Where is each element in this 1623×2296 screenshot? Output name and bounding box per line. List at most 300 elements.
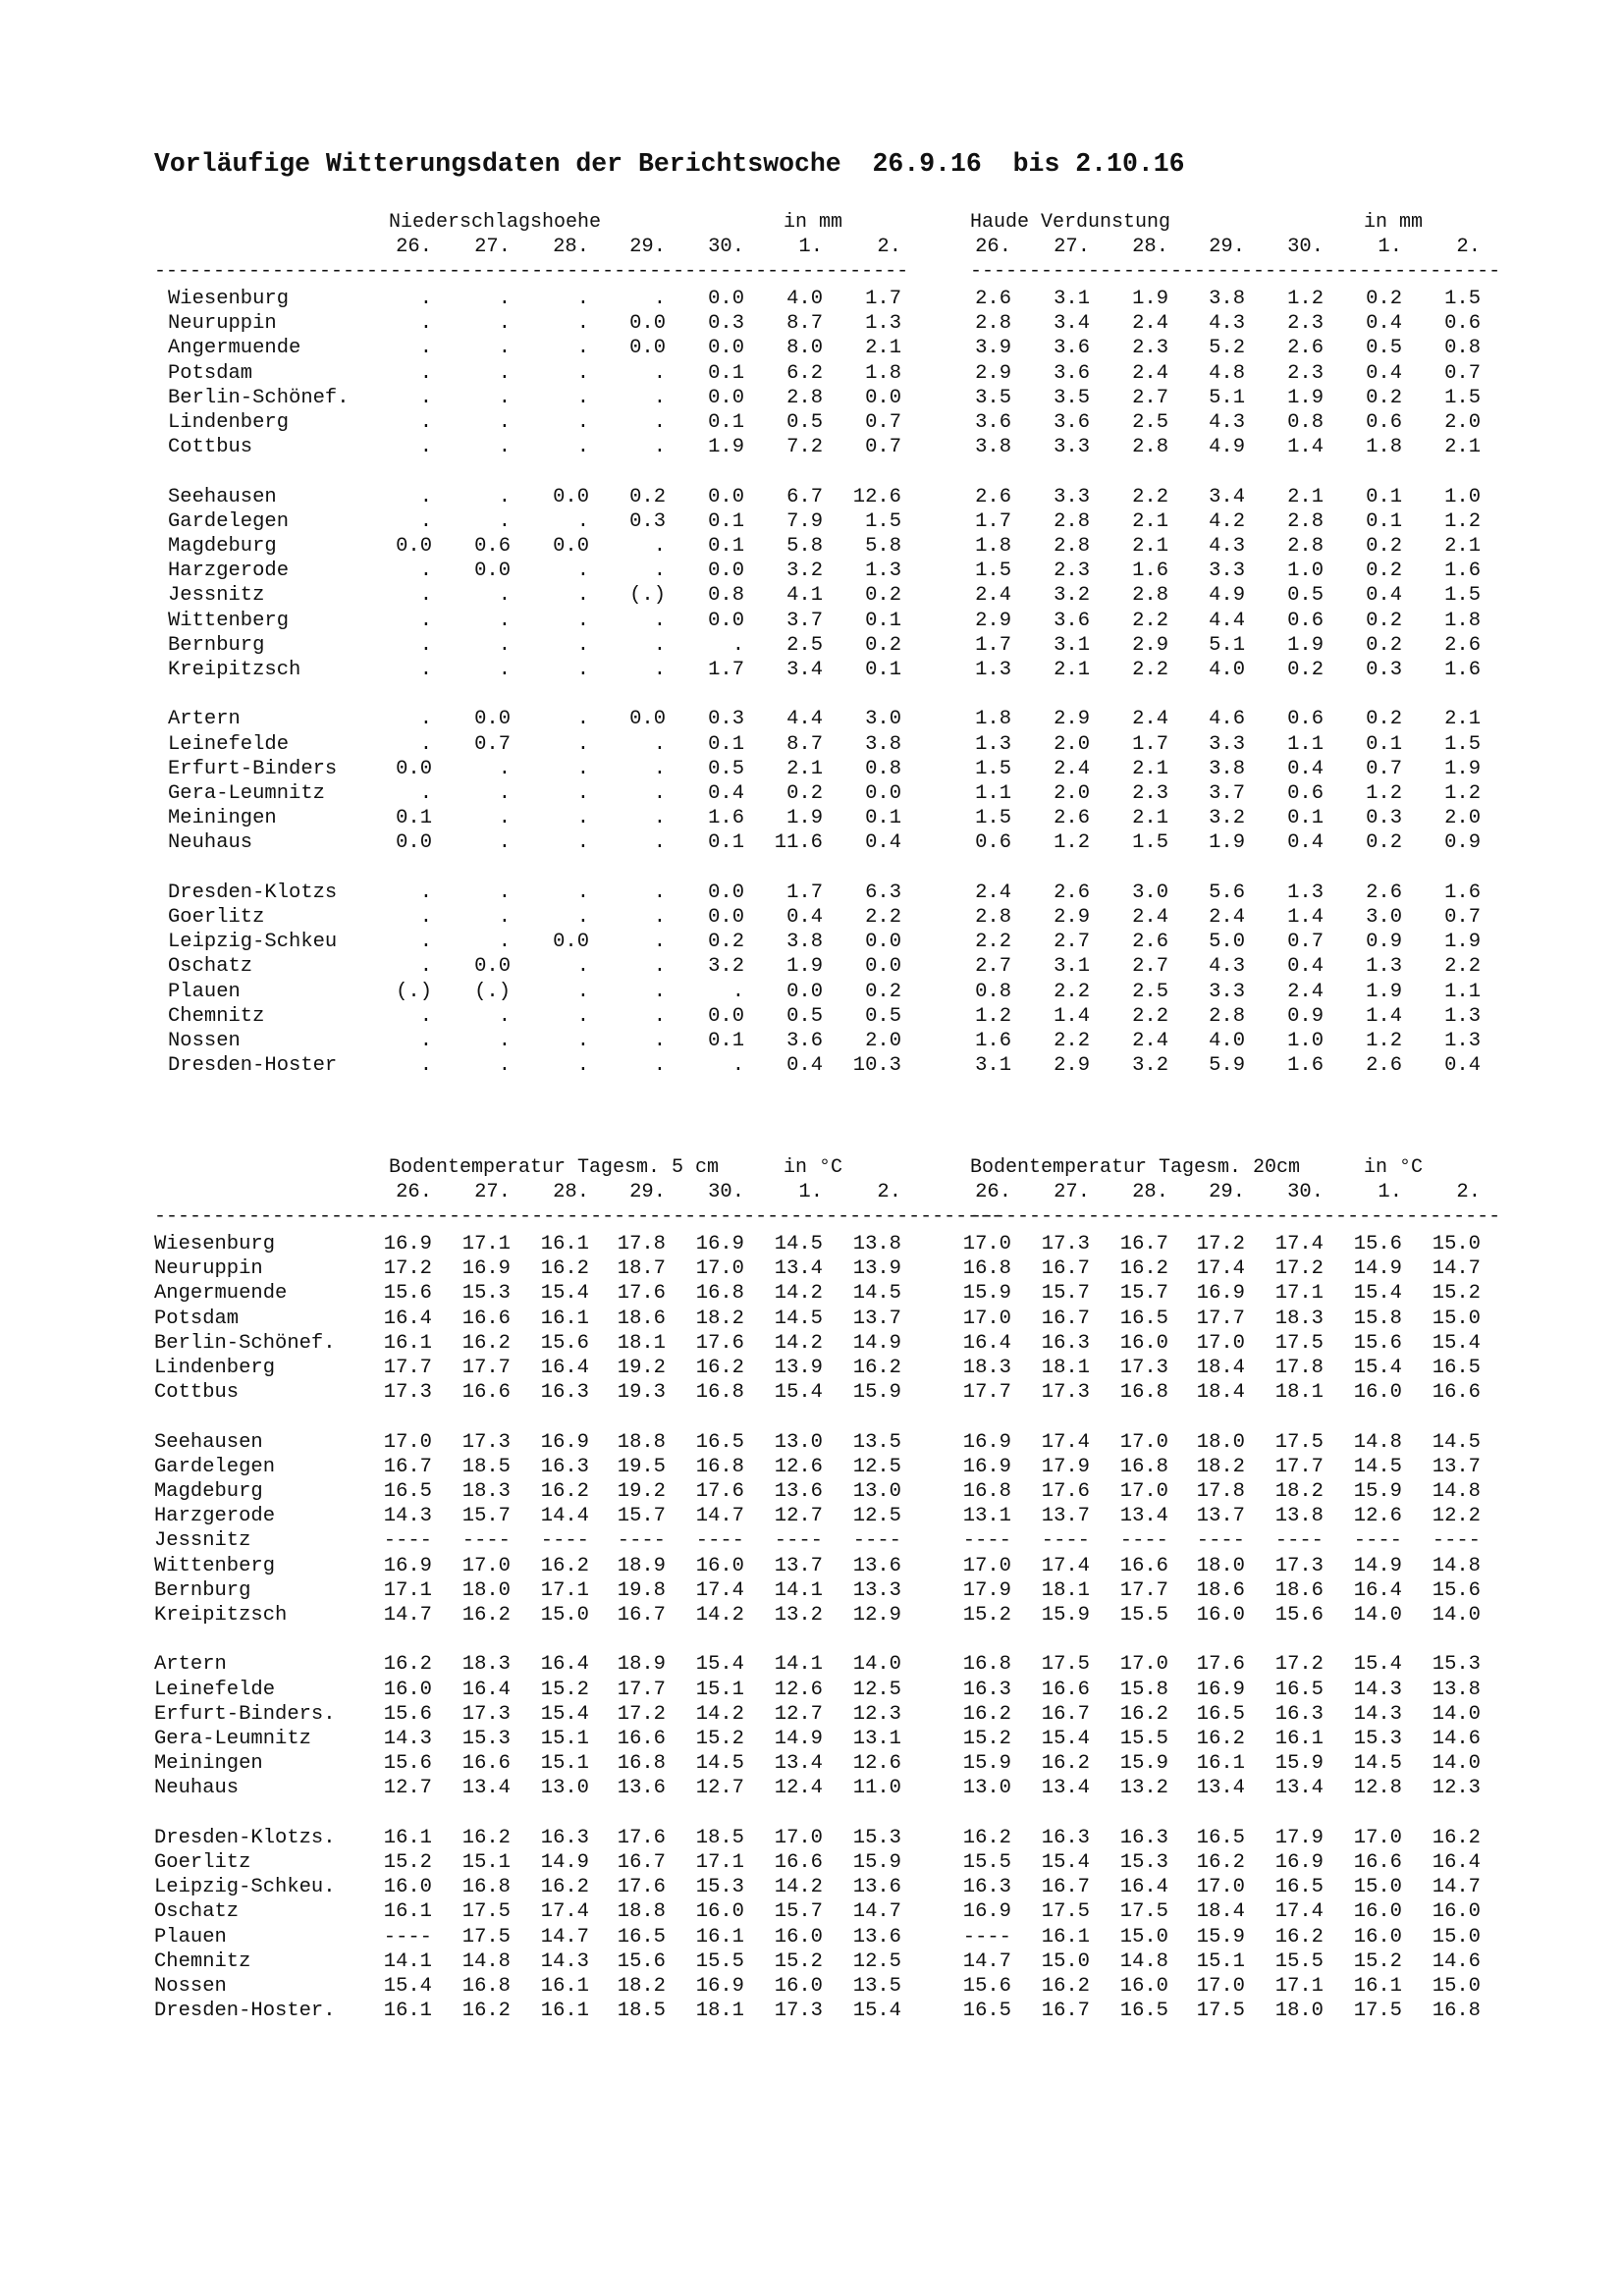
value-cell: 17.0: [461, 1554, 511, 1577]
value-cell: 0.5: [865, 1004, 901, 1028]
value-cell: .: [498, 609, 511, 632]
value-cell: .: [653, 931, 666, 954]
value-cell: 0.1: [708, 831, 744, 855]
value-cell: 5.6: [1209, 881, 1245, 904]
value-cell: 10.3: [852, 1054, 901, 1078]
value-cell: 14.8: [1432, 1480, 1481, 1503]
value-cell: .: [419, 288, 432, 310]
value-cell: 0.1: [1366, 732, 1402, 756]
value-cell: 2.9: [1054, 1054, 1090, 1078]
value-cell: 15.4: [1353, 1357, 1402, 1379]
value-cell: 16.4: [383, 1307, 432, 1330]
value-cell: 18.8: [617, 1900, 666, 1924]
value-cell: ----: [617, 1529, 666, 1553]
value-cell: 3.6: [1054, 609, 1090, 632]
value-cell: 18.0: [1274, 2000, 1324, 2023]
value-cell: 18.3: [1274, 1307, 1324, 1330]
value-cell: 0.0: [708, 1004, 744, 1028]
value-cell: .: [498, 906, 511, 929]
station-name: Dresden-Klotzs: [168, 881, 338, 904]
value-cell: ----: [852, 1529, 901, 1553]
station-name: Artern: [154, 1653, 227, 1677]
value-cell: 14.7: [383, 1604, 432, 1627]
station-name: Dresden-Hoster: [168, 1054, 338, 1078]
value-cell: 0.2: [1366, 386, 1402, 409]
value-cell: 1.2: [1366, 782, 1402, 805]
value-cell: 1.3: [1444, 1004, 1481, 1028]
value-cell: 5.9: [1209, 1054, 1245, 1078]
left-table-title: Niederschlagshoehe: [389, 211, 602, 234]
value-cell: 0.3: [1366, 807, 1402, 830]
value-cell: 11.6: [774, 831, 823, 855]
station-name: Erfurt-Binders.: [154, 1702, 336, 1726]
value-cell: 16.1: [383, 1331, 432, 1355]
value-cell: 16.1: [383, 1826, 432, 1849]
value-cell: 15.3: [461, 1728, 511, 1750]
value-cell: 1.3: [1287, 881, 1324, 904]
value-cell: 19.3: [617, 1381, 666, 1405]
value-cell: 0.5: [1287, 584, 1324, 608]
value-cell: 3.8: [975, 436, 1011, 459]
value-cell: 1.0: [1287, 1030, 1324, 1052]
value-cell: 0.1: [865, 659, 901, 681]
value-cell: 1.5: [1132, 831, 1168, 855]
value-cell: 16.3: [540, 1381, 589, 1405]
value-cell: .: [498, 782, 511, 805]
value-cell: 1.4: [1287, 436, 1324, 459]
value-cell: 1.9: [1366, 980, 1402, 1003]
value-cell: 16.6: [1041, 1678, 1090, 1701]
value-cell: ----: [695, 1529, 744, 1553]
value-cell: 0.6: [1366, 411, 1402, 434]
value-cell: 0.0: [553, 535, 589, 558]
value-cell: .: [419, 732, 432, 756]
value-cell: 16.5: [1432, 1357, 1481, 1379]
value-cell: 14.6: [1432, 1949, 1481, 1973]
value-cell: .: [576, 1030, 589, 1052]
value-cell: 16.5: [962, 2000, 1011, 2023]
value-cell: 0.0: [629, 337, 666, 360]
value-cell: 2.6: [1132, 931, 1168, 954]
value-cell: 16.8: [695, 1381, 744, 1405]
value-cell: 16.2: [540, 1257, 589, 1281]
value-cell: 16.1: [1353, 1975, 1402, 1998]
table-row: [0, 1259, 1623, 1284]
value-cell: 16.1: [1041, 1925, 1090, 1949]
value-cell: 0.7: [1287, 931, 1324, 954]
station-name: Kreipitzsch: [154, 1604, 288, 1627]
value-cell: 15.1: [1196, 1949, 1245, 1973]
value-cell: 0.9: [1366, 931, 1402, 954]
value-cell: .: [419, 312, 432, 336]
day-header: 28.: [553, 236, 589, 258]
value-cell: 14.8: [1119, 1949, 1168, 1973]
value-cell: 3.8: [1209, 757, 1245, 780]
day-header: 1.: [798, 236, 823, 258]
value-cell: 15.9: [1119, 1752, 1168, 1776]
value-cell: 2.1: [865, 337, 901, 360]
value-cell: 14.8: [1432, 1554, 1481, 1577]
table-row: [0, 732, 1623, 760]
value-cell: 2.9: [1054, 708, 1090, 731]
station-name: Gera-Leumnitz: [154, 1728, 311, 1750]
value-cell: 1.1: [1444, 980, 1481, 1003]
value-cell: 16.7: [1041, 1702, 1090, 1726]
value-cell: 4.3: [1209, 955, 1245, 979]
value-cell: .: [498, 288, 511, 310]
value-cell: 2.6: [1054, 881, 1090, 904]
value-cell: 0.2: [865, 633, 901, 657]
value-cell: 1.0: [1444, 485, 1481, 508]
value-cell: 0.4: [1444, 1054, 1481, 1078]
value-cell: 17.2: [1274, 1653, 1324, 1677]
value-cell: 13.4: [1274, 1777, 1324, 1800]
station-name: Oschatz: [168, 955, 253, 979]
value-cell: 14.5: [774, 1307, 823, 1330]
value-cell: 13.8: [1432, 1678, 1481, 1701]
day-header: 29.: [629, 1181, 666, 1203]
value-cell: 3.4: [786, 659, 823, 681]
value-cell: ----: [1119, 1529, 1168, 1553]
value-cell: .: [653, 288, 666, 310]
value-cell: 1.7: [708, 659, 744, 681]
value-cell: 0.1: [708, 361, 744, 385]
value-cell: 14.7: [695, 1505, 744, 1528]
value-cell: 19.2: [617, 1480, 666, 1503]
value-cell: 12.6: [774, 1678, 823, 1701]
value-cell: .: [576, 831, 589, 855]
value-cell: 15.4: [695, 1653, 744, 1677]
value-cell: 18.1: [1041, 1578, 1090, 1602]
station-name: Neuruppin: [154, 1257, 263, 1281]
day-header: 30.: [1287, 1181, 1324, 1203]
value-cell: 0.4: [1366, 584, 1402, 608]
value-cell: 16.3: [962, 1876, 1011, 1899]
value-cell: 0.4: [865, 831, 901, 855]
table-row: [0, 1779, 1623, 1803]
value-cell: 0.4: [1287, 955, 1324, 979]
value-cell: 16.2: [461, 2000, 511, 2023]
value-cell: 4.9: [1209, 584, 1245, 608]
value-cell: 16.5: [1196, 1702, 1245, 1726]
day-header: 29.: [1209, 236, 1245, 258]
value-cell: 4.8: [1209, 361, 1245, 385]
value-cell: 15.5: [695, 1949, 744, 1973]
value-cell: 16.7: [1041, 1876, 1090, 1899]
value-cell: 2.8: [975, 312, 1011, 336]
value-cell: .: [419, 386, 432, 409]
value-cell: 12.5: [852, 1505, 901, 1528]
value-cell: 3.6: [1054, 411, 1090, 434]
value-cell: 13.7: [1041, 1505, 1090, 1528]
value-cell: .: [419, 584, 432, 608]
value-cell: 15.9: [1274, 1752, 1324, 1776]
value-cell: 16.3: [540, 1826, 589, 1849]
value-cell: 16.7: [617, 1851, 666, 1874]
value-cell: 0.5: [708, 757, 744, 780]
value-cell: 16.9: [461, 1257, 511, 1281]
value-cell: 1.9: [1444, 931, 1481, 954]
value-cell: 17.8: [1274, 1357, 1324, 1379]
value-cell: 0.0: [396, 535, 432, 558]
value-cell: 15.4: [540, 1282, 589, 1306]
value-cell: 0.0: [629, 708, 666, 731]
value-cell: 2.0: [1444, 411, 1481, 434]
value-cell: 16.4: [461, 1678, 511, 1701]
value-cell: 0.6: [1287, 708, 1324, 731]
value-cell: 18.6: [617, 1307, 666, 1330]
value-cell: 17.5: [461, 1900, 511, 1924]
value-cell: 13.1: [962, 1505, 1011, 1528]
value-cell: 0.0: [629, 312, 666, 336]
value-cell: 2.2: [1132, 609, 1168, 632]
value-cell: 18.3: [962, 1357, 1011, 1379]
value-cell: 0.2: [1366, 535, 1402, 558]
value-cell: ----: [383, 1925, 432, 1949]
value-cell: .: [498, 436, 511, 459]
value-cell: 12.2: [1432, 1505, 1481, 1528]
value-cell: 2.4: [1132, 361, 1168, 385]
station-name: Kreipitzsch: [168, 659, 301, 681]
value-cell: 0.4: [708, 782, 744, 805]
value-cell: 15.6: [383, 1282, 432, 1306]
value-cell: .: [576, 609, 589, 632]
value-cell: .: [419, 337, 432, 360]
value-cell: 14.9: [1353, 1257, 1402, 1281]
value-cell: 16.9: [695, 1233, 744, 1255]
table-row: [0, 1032, 1623, 1056]
value-cell: 14.7: [1432, 1257, 1481, 1281]
value-cell: .: [419, 659, 432, 681]
value-cell: 7.2: [786, 436, 823, 459]
value-cell: ----: [1041, 1529, 1090, 1553]
value-cell: 18.5: [695, 1826, 744, 1849]
value-cell: 1.3: [865, 560, 901, 583]
value-cell: 13.2: [774, 1604, 823, 1627]
value-cell: 18.0: [1196, 1430, 1245, 1454]
value-cell: 3.2: [786, 560, 823, 583]
value-cell: 16.2: [1196, 1851, 1245, 1874]
value-cell: 14.2: [774, 1282, 823, 1306]
value-cell: 2.6: [975, 288, 1011, 310]
value-cell: 16.1: [540, 1307, 589, 1330]
value-cell: 15.9: [852, 1381, 901, 1405]
value-cell: 16.2: [383, 1653, 432, 1677]
day-header: 1.: [798, 1181, 823, 1203]
station-name: Berlin-Schönef.: [168, 386, 350, 409]
value-cell: 16.3: [1274, 1702, 1324, 1726]
value-cell: 15.4: [774, 1381, 823, 1405]
value-cell: 2.4: [1054, 757, 1090, 780]
value-cell: 1.6: [1444, 659, 1481, 681]
value-cell: 0.0: [708, 386, 744, 409]
value-cell: 16.2: [695, 1357, 744, 1379]
value-cell: 14.3: [1353, 1678, 1402, 1701]
value-cell: 0.0: [708, 609, 744, 632]
station-name: Jessnitz: [168, 584, 265, 608]
value-cell: .: [498, 931, 511, 954]
value-cell: 2.0: [1054, 782, 1090, 805]
value-cell: 15.6: [1432, 1578, 1481, 1602]
value-cell: 1.3: [1444, 1030, 1481, 1052]
value-cell: 12.6: [852, 485, 901, 508]
table-row: [0, 1678, 1623, 1705]
value-cell: 17.8: [1196, 1480, 1245, 1503]
value-cell: 13.4: [774, 1257, 823, 1281]
value-cell: 17.0: [962, 1307, 1011, 1330]
value-cell: .: [498, 584, 511, 608]
value-cell: 16.1: [540, 1975, 589, 1998]
value-cell: 13.4: [774, 1752, 823, 1776]
value-cell: 15.8: [1353, 1307, 1402, 1330]
value-cell: 16.9: [962, 1900, 1011, 1924]
table-row: [0, 980, 1623, 1007]
value-cell: 0.3: [708, 312, 744, 336]
value-cell: 18.0: [461, 1578, 511, 1602]
value-cell: 16.5: [1196, 1826, 1245, 1849]
value-cell: 3.7: [1209, 782, 1245, 805]
station-name: Bernburg: [168, 633, 265, 657]
value-cell: 1.2: [1366, 1030, 1402, 1052]
value-cell: .: [576, 955, 589, 979]
value-cell: 2.8: [1054, 509, 1090, 533]
value-cell: .: [576, 906, 589, 929]
value-cell: 15.1: [461, 1851, 511, 1874]
value-cell: 0.5: [1366, 337, 1402, 360]
value-cell: .: [576, 509, 589, 533]
value-cell: 11.0: [852, 1777, 901, 1800]
table-row: [0, 710, 1623, 734]
table-row: [0, 1554, 1623, 1581]
value-cell: .: [576, 411, 589, 434]
value-cell: 16.0: [1353, 1900, 1402, 1924]
value-cell: 0.3: [708, 708, 744, 731]
station-name: Leipzig-Schkeu: [168, 931, 338, 954]
table-row: [0, 1482, 1623, 1507]
station-name: Oschatz: [154, 1900, 240, 1924]
value-cell: 16.5: [1119, 2000, 1168, 2023]
table-row: [0, 1531, 1623, 1556]
value-cell: 18.2: [617, 1975, 666, 1998]
value-cell: 2.7: [1054, 931, 1090, 954]
table-row: [0, 957, 1623, 982]
value-cell: 0.2: [1366, 633, 1402, 657]
value-cell: (.): [396, 980, 432, 1003]
value-cell: 0.0: [865, 386, 901, 409]
value-cell: 16.2: [461, 1826, 511, 1849]
value-cell: 18.1: [1041, 1357, 1090, 1379]
value-cell: 5.8: [865, 535, 901, 558]
value-cell: 0.6: [975, 831, 1011, 855]
value-cell: 18.3: [461, 1480, 511, 1503]
value-cell: 2.7: [975, 955, 1011, 979]
value-cell: 16.2: [540, 1876, 589, 1899]
value-cell: ----: [461, 1529, 511, 1553]
value-cell: 1.9: [1287, 386, 1324, 409]
value-cell: 0.7: [1444, 361, 1481, 385]
value-cell: 16.9: [383, 1233, 432, 1255]
value-cell: 0.2: [786, 782, 823, 805]
value-cell: 2.1: [1444, 708, 1481, 731]
value-cell: 5.8: [786, 535, 823, 558]
value-cell: 16.2: [540, 1554, 589, 1577]
value-cell: 16.2: [962, 1826, 1011, 1849]
value-cell: 0.1: [1366, 485, 1402, 508]
value-cell: .: [419, 609, 432, 632]
value-cell: 0.4: [1287, 831, 1324, 855]
value-cell: 15.6: [1353, 1331, 1402, 1355]
value-cell: 16.2: [461, 1604, 511, 1627]
value-cell: 16.2: [1041, 1975, 1090, 1998]
value-cell: 17.4: [1274, 1233, 1324, 1255]
value-cell: 16.2: [1196, 1728, 1245, 1750]
table-row: [0, 883, 1623, 908]
value-cell: 3.3: [1054, 485, 1090, 508]
value-cell: 16.4: [962, 1331, 1011, 1355]
value-cell: 16.0: [1119, 1975, 1168, 1998]
value-cell: 0.2: [1366, 831, 1402, 855]
value-cell: 15.7: [1041, 1282, 1090, 1306]
value-cell: 17.5: [1353, 2000, 1402, 2023]
table-row: [0, 833, 1623, 858]
value-cell: 16.6: [461, 1381, 511, 1405]
value-cell: ----: [540, 1529, 589, 1553]
value-cell: 13.5: [852, 1975, 901, 1998]
day-header: 27.: [474, 236, 511, 258]
value-cell: 4.0: [1209, 1030, 1245, 1052]
value-cell: 17.2: [383, 1257, 432, 1281]
value-cell: 16.6: [1353, 1851, 1402, 1874]
value-cell: 7.9: [786, 509, 823, 533]
value-cell: 17.7: [1119, 1578, 1168, 1602]
station-name: Plauen: [154, 1925, 227, 1949]
value-cell: 15.2: [774, 1949, 823, 1973]
value-cell: .: [498, 509, 511, 533]
value-cell: 17.5: [1274, 1430, 1324, 1454]
value-cell: 16.7: [1041, 2000, 1090, 2023]
value-cell: 3.0: [865, 708, 901, 731]
value-cell: .: [498, 831, 511, 855]
value-cell: 2.0: [865, 1030, 901, 1052]
value-cell: 17.7: [461, 1357, 511, 1379]
value-cell: 15.4: [540, 1702, 589, 1726]
station-name: Magdeburg: [168, 535, 277, 558]
value-cell: 15.0: [1432, 1925, 1481, 1949]
value-cell: 3.0: [1366, 906, 1402, 929]
value-cell: 18.2: [1274, 1480, 1324, 1503]
value-cell: 1.3: [975, 732, 1011, 756]
station-name: Dresden-Klotzs.: [154, 1826, 336, 1849]
value-cell: .: [419, 361, 432, 385]
value-cell: 17.9: [1041, 1455, 1090, 1478]
value-cell: 1.2: [975, 1004, 1011, 1028]
table-row: [0, 1853, 1623, 1878]
value-cell: 0.8: [1444, 337, 1481, 360]
value-cell: 16.2: [1432, 1826, 1481, 1849]
value-cell: 13.4: [461, 1777, 511, 1800]
value-cell: 0.6: [1287, 782, 1324, 805]
station-name: Gardelegen: [168, 509, 290, 533]
station-name: Chemnitz: [154, 1949, 251, 1973]
station-name: Berlin-Schönef.: [154, 1331, 336, 1355]
value-cell: 3.6: [975, 411, 1011, 434]
station-name: Dresden-Hoster.: [154, 2000, 336, 2023]
value-cell: 18.7: [617, 1257, 666, 1281]
value-cell: 2.4: [1209, 906, 1245, 929]
value-cell: 1.9: [1444, 757, 1481, 780]
value-cell: 16.8: [695, 1282, 744, 1306]
value-cell: 13.6: [852, 1925, 901, 1949]
